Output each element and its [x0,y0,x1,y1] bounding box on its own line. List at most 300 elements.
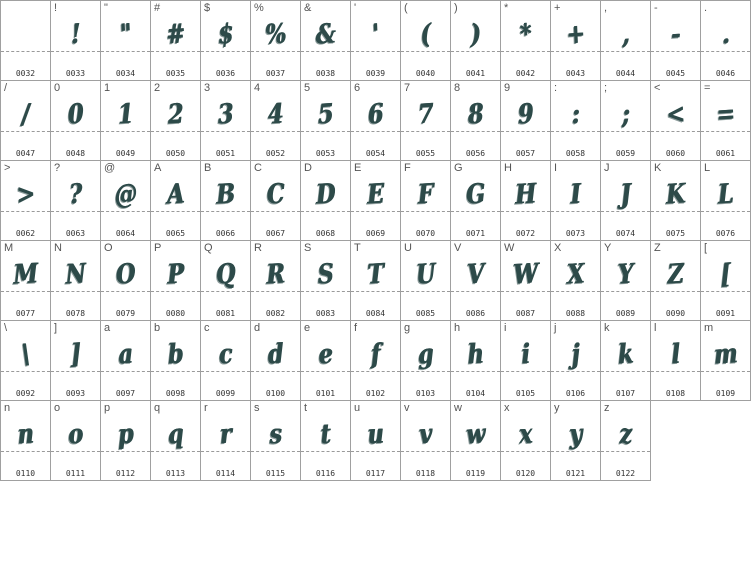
char-label: y [554,402,560,414]
glyph-preview: b [167,338,184,371]
char-label: i [504,322,507,334]
glyph-cell [1,401,51,481]
char-label: g [404,322,411,334]
char-code: 0048 [65,149,86,158]
glyph-preview: v [418,418,433,451]
glyph-cell [701,81,751,161]
char-label: n [4,402,11,414]
char-code: 0035 [165,69,186,78]
char-label: 7 [404,82,411,94]
glyph-cell [201,81,251,161]
glyph-preview: h [466,338,485,371]
glyph-preview: 6 [367,98,384,131]
char-code: 0118 [415,469,436,478]
char-code: 0074 [615,229,636,238]
glyph-preview: T [366,258,385,291]
glyph-row [1,161,751,241]
glyph-preview: c [218,338,233,371]
glyph-preview: 4 [267,98,284,131]
glyph-row [1,1,751,81]
char-code: 0077 [15,309,36,318]
char-label: W [504,242,515,254]
char-label: x [504,402,510,414]
glyph-cell [201,401,251,481]
char-label: 5 [304,82,311,94]
glyph-cell [401,1,451,81]
char-label: @ [104,162,116,174]
glyph-preview: 1 [117,98,134,131]
glyph-cell [701,241,751,321]
char-label: r [204,402,208,414]
glyph-cell [651,241,701,321]
glyph-cell [301,81,351,161]
char-code: 0053 [315,149,336,158]
char-label: Q [204,242,213,254]
char-label: G [454,162,463,174]
char-code: 0033 [65,69,86,78]
glyph-cell [201,241,251,321]
glyph-cell [51,241,101,321]
glyph-cell [701,161,751,241]
glyph-cell [601,241,651,321]
char-label: m [704,322,714,334]
glyph-cell [201,161,251,241]
glyph-cell [301,1,351,81]
char-code: 0049 [115,149,136,158]
glyph-cell [501,1,551,81]
glyph-preview: M [12,258,39,291]
glyph-cell [301,401,351,481]
char-label: , [604,2,608,14]
char-code: 0059 [615,149,636,158]
glyph-preview: u [366,418,385,451]
glyph-preview: 7 [417,98,434,131]
glyph-preview: , [620,18,630,51]
glyph-preview: : [570,98,581,131]
char-code: 0062 [15,229,36,238]
glyph-row [1,321,751,401]
char-code: 0034 [115,69,136,78]
glyph-cell [151,1,201,81]
glyph-preview: a [117,338,134,371]
char-label: % [254,2,264,14]
char-label: t [304,402,308,414]
glyph-preview: m [713,338,738,371]
char-label: 8 [454,82,461,94]
glyph-preview: X [566,258,585,291]
glyph-preview: 0 [67,98,84,131]
glyph-cell [451,161,501,241]
char-label: ' [354,2,357,14]
char-code: 0106 [565,389,586,398]
char-code: 0119 [465,469,486,478]
glyph-preview: - [670,18,681,51]
char-label: " [104,2,108,14]
glyph-preview: d [267,338,284,371]
char-code: 0057 [515,149,536,158]
char-label: s [254,402,260,414]
glyph-cell [401,161,451,241]
glyph-cell [451,321,501,401]
char-label: o [54,402,61,414]
char-code: 0112 [115,469,136,478]
glyph-cell [201,321,251,401]
char-code: 0092 [15,389,36,398]
char-code: 0070 [415,229,436,238]
char-label: e [304,322,311,334]
char-label: < [654,82,661,94]
glyph-preview: 2 [167,98,184,131]
char-label: l [654,322,657,334]
glyph-preview: i [520,338,531,371]
glyph-preview: < [665,98,686,131]
char-code: 0069 [365,229,386,238]
char-label: 9 [504,82,511,94]
glyph-cell [101,401,151,481]
glyph-cell [601,321,651,401]
glyph-cell [551,1,601,81]
glyph-cell [551,161,601,241]
glyph-preview: I [569,178,582,211]
glyph-cell [501,241,551,321]
char-code: 0109 [715,389,736,398]
char-label: O [104,242,113,254]
char-code: 0104 [465,389,486,398]
glyph-cell [601,81,651,161]
glyph-preview: A [166,178,185,211]
glyph-cell [501,161,551,241]
char-label: L [704,162,711,174]
glyph-preview: f [370,338,381,371]
glyph-preview: n [16,418,35,451]
glyph-cell [201,1,251,81]
glyph-preview: % [264,18,287,51]
char-code: 0089 [615,309,636,318]
glyph-preview: R [265,258,286,291]
char-label: . [704,2,708,14]
glyph-cell [351,81,401,161]
glyph-preview: x [518,418,533,451]
glyph-cell [501,401,551,481]
char-label: V [454,242,462,254]
glyph-cell [601,1,651,81]
char-code: 0045 [665,69,686,78]
char-code: 0075 [665,229,686,238]
glyph-cell [601,401,651,481]
char-code: 0061 [715,149,736,158]
glyph-cell [651,81,701,161]
glyph-cell [251,161,301,241]
glyph-preview: s [268,418,283,451]
glyph-cell [401,81,451,161]
glyph-cell [301,241,351,321]
char-label: N [54,242,62,254]
char-label: $ [204,2,211,14]
char-code: 0117 [365,469,386,478]
char-code: 0037 [265,69,286,78]
glyph-preview: H [514,178,537,211]
char-label: Z [654,242,661,254]
glyph-cell [351,241,401,321]
glyph-preview: / [20,98,31,131]
char-code: 0093 [65,389,86,398]
glyph-preview: 3 [217,98,234,131]
glyph-cell [501,81,551,161]
char-code: 0063 [65,229,86,238]
char-label: \ [4,322,8,334]
char-label: B [204,162,212,174]
char-label: = [704,82,711,94]
glyph-preview: N [64,258,87,291]
glyph-preview: Z [666,258,685,291]
char-label: c [204,322,210,334]
glyph-preview: $ [217,18,234,51]
char-label: / [4,82,8,94]
glyph-cell [51,321,101,401]
char-code: 0067 [265,229,286,238]
glyph-cell [51,161,101,241]
char-code: 0081 [215,309,236,318]
char-label: H [504,162,512,174]
char-code: 0115 [265,469,286,478]
glyph-cell [251,81,301,161]
char-label: 6 [354,82,361,94]
glyph-preview: " [119,18,132,51]
glyph-preview: ' [371,18,380,51]
glyph-preview: ? [68,178,83,211]
char-label: R [254,242,262,254]
glyph-cell [551,401,601,481]
char-label: I [554,162,558,174]
glyph-preview: B [215,178,236,211]
char-label: C [254,162,262,174]
glyph-cell [1,241,51,321]
glyph-cell [701,321,751,401]
char-label: + [554,2,561,14]
glyph-preview: e [317,338,334,371]
glyph-cell [301,161,351,241]
char-label: 4 [254,82,261,94]
char-label: S [304,242,312,254]
glyph-preview: t [319,418,332,451]
glyph-preview: ! [69,18,81,51]
glyph-cell [1,321,51,401]
glyph-cell [101,1,151,81]
char-code: 0032 [15,69,36,78]
char-code: 0110 [15,469,36,478]
glyph-preview: & [314,18,337,51]
glyph-cell [151,161,201,241]
char-label: k [604,322,610,334]
char-code: 0084 [365,309,386,318]
char-code: 0038 [315,69,336,78]
glyph-preview: Y [616,258,635,291]
glyph-cell [451,1,501,81]
char-label: ; [604,82,608,94]
glyph-cell [101,81,151,161]
glyph-cell [151,401,201,481]
char-label: K [654,162,662,174]
glyph-cell [251,241,301,321]
glyph-preview: S [316,258,335,291]
char-label: J [604,162,610,174]
glyph-cell [1,81,51,161]
char-label: D [304,162,312,174]
char-label: u [354,402,361,414]
char-label: z [604,402,610,414]
char-label: w [454,402,462,414]
glyph-preview: y [568,418,583,451]
char-code: 0043 [565,69,586,78]
char-code: 0064 [115,229,136,238]
glyph-preview: q [167,418,184,451]
char-code: 0098 [165,389,186,398]
char-code: 0086 [465,309,486,318]
char-label: E [354,162,362,174]
glyph-cell [651,321,701,401]
char-code: 0055 [415,149,436,158]
glyph-cell [551,241,601,321]
glyph-row [1,241,751,321]
glyph-cell [1,161,51,241]
glyph-preview: w [465,418,486,451]
char-label: P [154,242,162,254]
glyph-preview: E [366,178,385,211]
char-code: 0051 [215,149,236,158]
char-code: 0080 [165,309,186,318]
char-code: 0108 [665,389,686,398]
glyph-preview: ) [469,18,482,51]
char-code: 0052 [265,149,286,158]
glyph-cell [101,241,151,321]
char-label: T [354,242,361,254]
char-code: 0050 [165,149,186,158]
char-label: > [4,162,11,174]
glyph-cell [401,401,451,481]
char-code: 0066 [215,229,236,238]
char-code: 0060 [665,149,686,158]
char-label: 2 [154,82,161,94]
glyph-row [1,401,751,481]
glyph-row [1,81,751,161]
glyph-cell [151,241,201,321]
glyph-preview: P [166,258,185,291]
glyph-preview: D [315,178,336,211]
char-code: 0090 [665,309,686,318]
char-label: X [554,242,562,254]
char-label: ! [54,2,58,14]
char-label: ) [454,2,458,14]
char-label: p [104,402,111,414]
char-code: 0071 [465,229,486,238]
glyph-preview: 8 [467,98,484,131]
char-code: 0056 [465,149,486,158]
glyph-preview: L [717,178,734,211]
glyph-cell [451,81,501,161]
glyph-preview [4,12,46,59]
glyph-preview: ( [419,18,432,51]
glyph-preview: K [665,178,686,211]
glyph-cell [251,401,301,481]
glyph-cell [451,241,501,321]
glyph-cell [351,401,401,481]
char-code: 0111 [65,469,86,478]
char-code: 0072 [515,229,536,238]
char-label: ( [404,2,408,14]
char-code: 0058 [565,149,586,158]
glyph-preview: z [618,418,633,451]
char-code: 0122 [615,469,636,478]
char-code: 0088 [565,309,586,318]
char-label: - [654,2,658,14]
glyph-preview: C [266,178,285,211]
glyph-cell [551,81,601,161]
char-label: ? [54,162,61,174]
glyph-preview: [ [719,258,732,291]
char-label: a [104,322,111,334]
char-label: h [454,322,461,334]
char-label: 1 [104,82,111,94]
char-label: 0 [54,82,61,94]
glyph-preview: F [416,178,434,211]
glyph-preview: + [565,18,586,51]
char-code: 0079 [115,309,136,318]
char-label: v [404,402,410,414]
char-label: f [354,322,358,334]
char-code: 0054 [365,149,386,158]
char-code: 0046 [715,69,736,78]
char-label: F [404,162,411,174]
char-code: 0087 [515,309,536,318]
char-code: 0102 [365,389,386,398]
glyph-cell [551,321,601,401]
glyph-preview: @ [113,178,138,211]
glyph-cell [401,241,451,321]
char-label: U [404,242,412,254]
char-code: 0076 [715,229,736,238]
char-code: 0065 [165,229,186,238]
char-label: ] [54,322,58,334]
glyph-preview: J [619,178,632,211]
char-code: 0097 [115,389,136,398]
glyph-cell [401,321,451,401]
char-code: 0107 [615,389,636,398]
char-code: 0042 [515,69,536,78]
char-label: M [4,242,14,254]
glyph-cell [701,1,751,81]
glyph-cell [501,321,551,401]
char-label: d [254,322,261,334]
glyph-cell [301,321,351,401]
glyph-preview: ] [69,338,82,371]
char-label: # [154,2,161,14]
char-code: 0101 [315,389,336,398]
char-code: 0036 [215,69,236,78]
glyph-preview: = [715,98,736,131]
glyph-preview: V [466,258,485,291]
char-code: 0068 [315,229,336,238]
char-label: q [154,402,161,414]
glyph-preview: l [670,338,681,371]
char-label: b [154,322,161,334]
char-label: A [154,162,162,174]
glyph-preview: ; [620,98,631,131]
char-code: 0039 [365,69,386,78]
char-code: 0116 [315,469,336,478]
char-code: 0082 [265,309,286,318]
glyph-preview: > [15,178,36,211]
char-code: 0044 [615,69,636,78]
